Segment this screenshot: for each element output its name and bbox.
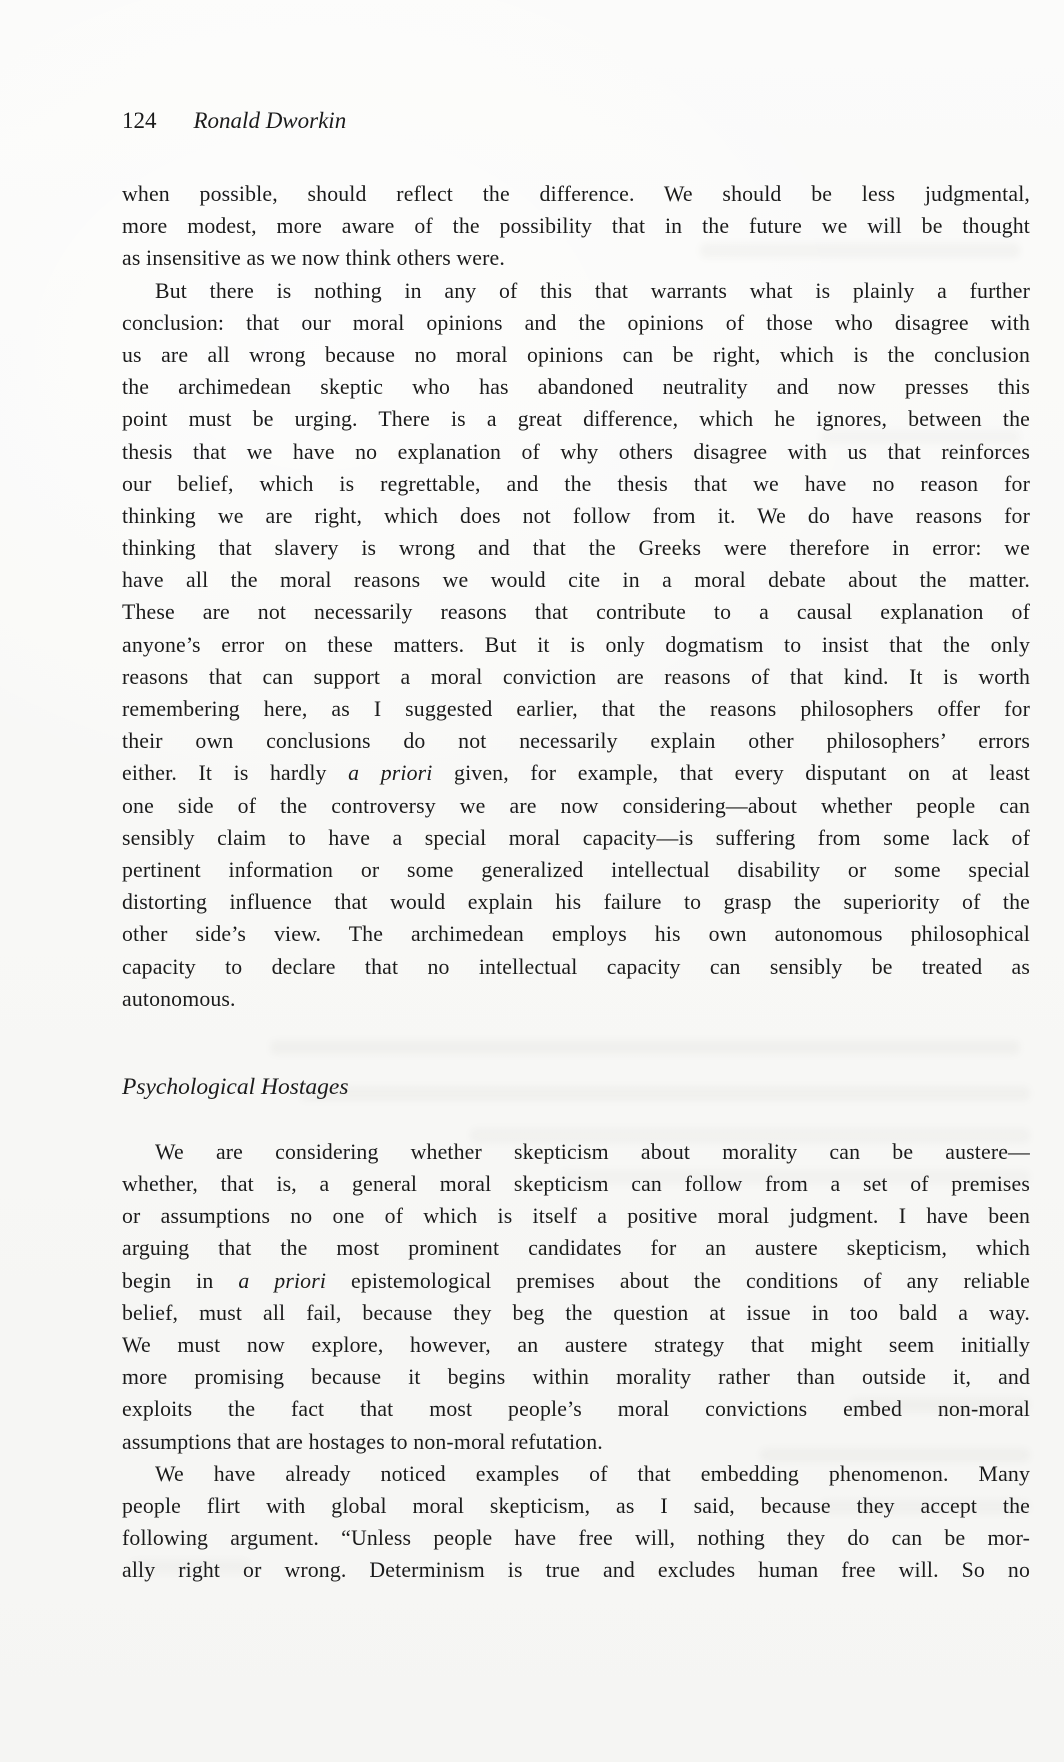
text-line: arguing that the most prominent candidates for an austere skepticism, which xyxy=(122,1236,1030,1261)
paragraph xyxy=(122,1458,1030,1587)
text-line: have all the moral reasons we would cite in a moral debate about the matter. xyxy=(122,568,1030,593)
text-line: other side’s view. The archimedean employs his own autonomous philosophical xyxy=(122,922,1030,947)
text-line: begin in a priori epistemological premises about the conditions of any reliable xyxy=(122,1268,1031,1293)
text-line: as insensitive as we now think others were. xyxy=(122,246,505,271)
text-line: anyone’s error on these matters. But it is only dogmatism to insist that the only xyxy=(122,632,1030,657)
text-line: distorting influence that would explain his failure to grasp the superiority of the xyxy=(122,890,1030,915)
text-line: thinking that slavery is wrong and that the Greeks were therefore in error: we xyxy=(122,536,1030,561)
paragraph xyxy=(122,275,1030,1015)
running-head xyxy=(122,106,1030,136)
paragraph xyxy=(122,178,1030,275)
content-column xyxy=(122,0,1030,1587)
text-line: conclusion: that our moral opinions and the opinions of those who disagree with xyxy=(122,310,1030,335)
text-line: remembering here, as I suggested earlier, that the reasons philosophers offer for xyxy=(122,697,1030,721)
text-line: more promising because it begins within morality rather than outside it, and xyxy=(122,1365,1030,1390)
text-line: thesis that we have no explanation of why others disagree with us that reinforces xyxy=(122,439,1030,464)
text-line: our belief, which is regrettable, and the thesis that we have no reason for xyxy=(122,471,1030,496)
text-line: one side of the controversy we are now considering—about whether people can xyxy=(122,793,1030,818)
text-line: capacity to declare that no intellectual capacity can sensibly be treated as xyxy=(122,954,1030,979)
text-line: belief, must all fail, because they beg the question at issue in too bald a way. xyxy=(122,1300,1030,1325)
text-line: We have already noticed examples of that embedding phenomenon. Many xyxy=(155,1461,1030,1486)
text-line: sensibly claim to have a special moral capacity—is suffering from some lack of xyxy=(122,825,1030,850)
text-line: We are considering whether skepticism about morality can be austere— xyxy=(155,1139,1030,1164)
text-line: their own conclusions do not necessarily explain other philosophers’ errors xyxy=(122,729,1030,754)
page-number: 124 xyxy=(122,108,157,133)
text-line: us are all wrong because no moral opinions can be right, which is the conclusion xyxy=(122,342,1030,367)
text-line: people flirt with global moral skepticism, as I said, because they accept the xyxy=(122,1493,1030,1518)
text-line: point must be urging. There is a great difference, which he ignores, between the xyxy=(122,407,1030,432)
text-line: We must now explore, however, an austere strategy that might seem initially xyxy=(122,1333,1030,1357)
text-line: either. It is hardly a priori given, for example, that every disputant on at least xyxy=(122,761,1031,786)
text-line: reasons that can support a moral conviction are reasons of that kind. It is worth xyxy=(122,664,1030,689)
text-line: autonomous. xyxy=(122,986,236,1011)
text-line: exploits the fact that most people’s moral convictions embed non-moral xyxy=(122,1397,1030,1422)
text-line: or assumptions no one of which is itself a positive moral judgment. I have been xyxy=(122,1204,1030,1229)
text-line: But there is nothing in any of this that warrants what is plainly a further xyxy=(155,278,1030,303)
text-line: pertinent information or some generalized intellectual disability or some special xyxy=(122,857,1030,882)
page-body xyxy=(122,178,1030,1587)
running-head-author: Ronald Dworkin xyxy=(193,108,347,133)
text-line: more modest, more aware of the possibility that in the future we will be thought xyxy=(122,214,1030,239)
text-line: These are not necessarily reasons that contribute to a causal explanation of xyxy=(122,600,1030,625)
paragraph xyxy=(122,1136,1030,1458)
text-line: the archimedean skeptic who has abandoned neutrality and now presses this xyxy=(122,375,1030,400)
section-heading: Psychological Hostages xyxy=(122,1073,349,1100)
text-line: thinking we are right, which does not follow from it. We do have reasons for xyxy=(122,503,1030,528)
text-line: following argument. “Unless people have free will, nothing they do can be mor- xyxy=(122,1526,1030,1551)
text-line: when possible, should reflect the difference. We should be less judgmental, xyxy=(122,182,1030,206)
text-line: assumptions that are hostages to non-moral refutation. xyxy=(122,1429,603,1454)
text-line: whether, that is, a general moral skepticism can follow from a set of premises xyxy=(122,1172,1030,1197)
text-line: ally right or wrong. Determinism is true and excludes human free will. So no xyxy=(122,1558,1030,1583)
